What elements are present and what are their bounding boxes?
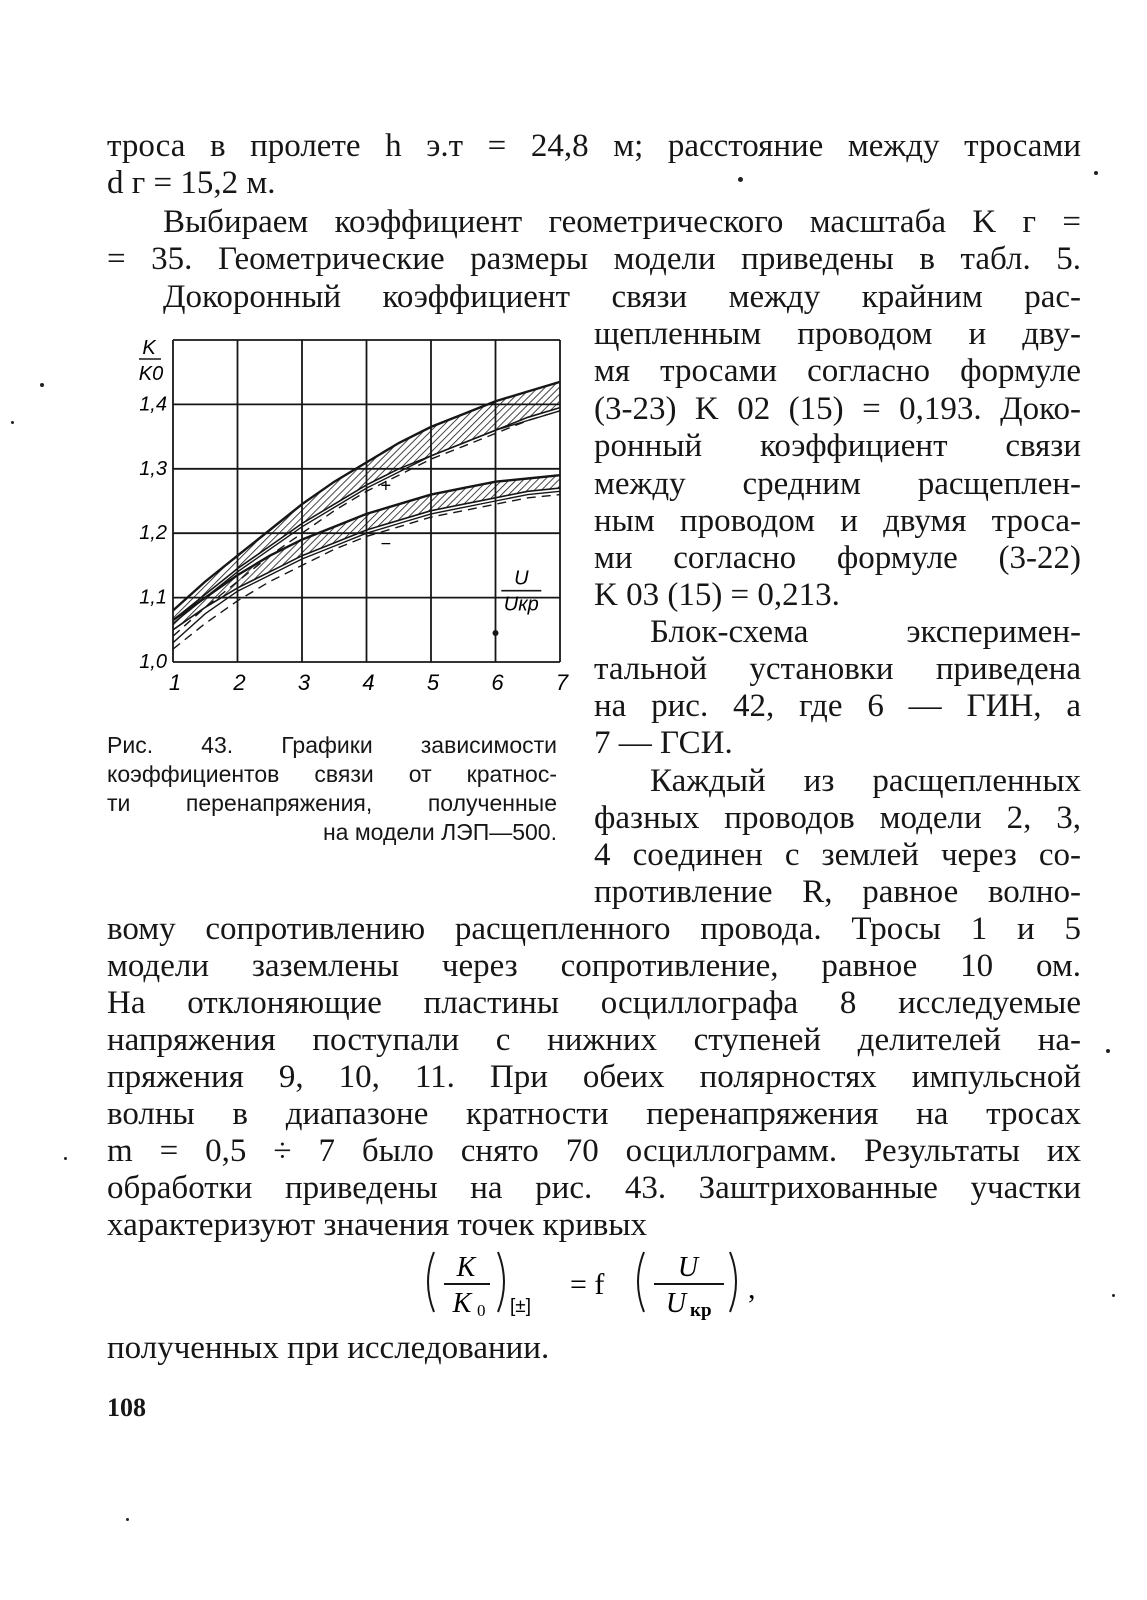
x-tick-label: 5 — [426, 670, 440, 695]
y-tick-label: 1,4 — [139, 393, 167, 416]
formula-denominator-left: K — [452, 1288, 472, 1319]
formula — [420, 1242, 780, 1322]
x-tick-label: 4 — [362, 670, 375, 695]
x-tick-label: 2 — [233, 670, 246, 695]
text-line: троса в пролете h э.т = 24,8 м; расстояние между тросами — [107, 128, 1081, 164]
text-line: Блок-схема эксперимен- — [650, 614, 1081, 650]
figure-caption-line: коэффициентов связи от кратнос- — [107, 761, 557, 787]
y-tick-label: 1,2 — [139, 522, 167, 545]
text-line: Выбираем коэффициент геометрического масштаба K г = — [163, 204, 1081, 240]
text-line: противление R, равное волно- — [594, 874, 1081, 910]
formula-denominator-right-sub: кр — [690, 1300, 712, 1321]
formula-comma: , — [748, 1272, 756, 1305]
text-line: 4 соединен с землей через со- — [594, 837, 1081, 873]
x-axis-label-numerator: U — [514, 567, 529, 590]
text-line: пряжения 9, 10, 11. При обеих полярностях импульсной — [107, 1059, 1081, 1095]
text-line: (3-23) K 02 (15) = 0,193. Доко- — [594, 391, 1081, 427]
text-line: на рис. 42, где 6 — ГИН, а — [594, 688, 1081, 724]
formula-denominator-right: U — [665, 1288, 687, 1319]
text-line: фазных проводов модели 2, 3, — [594, 800, 1081, 836]
text-line: полученных при исследовании. — [107, 1330, 550, 1366]
text-line: d г = 15,2 м. — [107, 165, 276, 201]
marker-plus: + — [380, 475, 392, 496]
formula-numerator-left: K — [456, 1252, 476, 1283]
x-tick-label: 3 — [297, 670, 311, 695]
scan-speck — [1094, 171, 1098, 175]
text-line: ми согласно формуле (3-22) — [594, 540, 1081, 576]
marker-minus: − — [380, 533, 392, 554]
scan-speck — [64, 1157, 67, 1160]
formula-equals-f: = f — [570, 1268, 605, 1301]
y-tick-label: 1,3 — [139, 457, 167, 480]
text-line: щепленным проводом и дву- — [594, 316, 1081, 352]
scan-speck — [1106, 1049, 1110, 1053]
text-line: тальной установки приведена — [594, 651, 1081, 687]
y-tick-label: 1,1 — [139, 586, 167, 609]
x-tick-label: 7 — [555, 670, 569, 695]
scan-speck — [11, 421, 14, 424]
text-line: ным проводом и двумя троса- — [594, 503, 1081, 539]
chart-ticks — [139, 393, 569, 695]
chart-grid — [173, 340, 560, 662]
text-line: вому сопротивлению расщепленного провода. Тросы 1 и 5 — [107, 911, 1081, 947]
text-line: K 03 (15) = 0,213. — [594, 577, 840, 613]
figure-caption-line: ти перенапряжения, полученные — [107, 790, 557, 816]
formula-denominator-left-sub: 0 — [477, 1301, 486, 1320]
formula-bracket-sub: [±] — [510, 1296, 531, 1317]
text-line: между средним расщеплен- — [594, 466, 1081, 502]
y-axis-label-denominator: K0 — [138, 363, 164, 385]
scan-speck — [1112, 1294, 1115, 1297]
text-line: ронный коэффициент связи — [594, 428, 1081, 464]
formula-numerator-right: U — [677, 1252, 699, 1283]
text-line: обработки приведены на рис. 43. Заштрихованные участки — [107, 1170, 1081, 1206]
x-axis-label-denominator: Uкр — [503, 593, 539, 616]
text-line: Докоронный коэффициент связи между крайним рас- — [163, 279, 1081, 315]
text-line: модели заземлены через сопротивление, равное 10 ом. — [107, 948, 1081, 984]
text-line: На отклоняющие пластины осциллографа 8 исследуемые — [107, 985, 1081, 1021]
text-line: характеризуют значения точек кривых — [107, 1207, 648, 1243]
x-tick-label: 6 — [491, 670, 504, 695]
figure-caption-line: Рис. 43. Графики зависимости — [107, 732, 557, 758]
y-axis-label-numerator: K — [142, 337, 156, 359]
text-line: волны в диапазоне кратности перенапряжения на тросах — [107, 1096, 1081, 1132]
coupling-coefficient-chart — [105, 332, 575, 702]
scan-speck — [40, 383, 44, 387]
scan-speck — [126, 1518, 129, 1521]
x-tick-label: 1 — [168, 670, 182, 695]
scan-speck — [738, 177, 743, 182]
text-line: m = 0,5 ÷ 7 было снято 70 осциллограмм. Результаты их — [107, 1133, 1081, 1169]
figure-caption-line: на модели ЛЭП—500. — [322, 819, 557, 845]
y-tick-label: 1,0 — [139, 651, 167, 673]
text-line: Каждый из расщепленных — [650, 763, 1081, 799]
page-number: 108 — [107, 1393, 146, 1422]
text-line: напряжения поступали с нижних ступеней делителей на- — [107, 1022, 1081, 1058]
point-marker — [493, 630, 499, 636]
text-line: = 35. Геометрические размеры модели приведены в табл. 5. — [107, 241, 1081, 277]
text-line: мя тросами согласно формуле — [594, 353, 1081, 389]
text-line: 7 — ГСИ. — [594, 725, 733, 761]
